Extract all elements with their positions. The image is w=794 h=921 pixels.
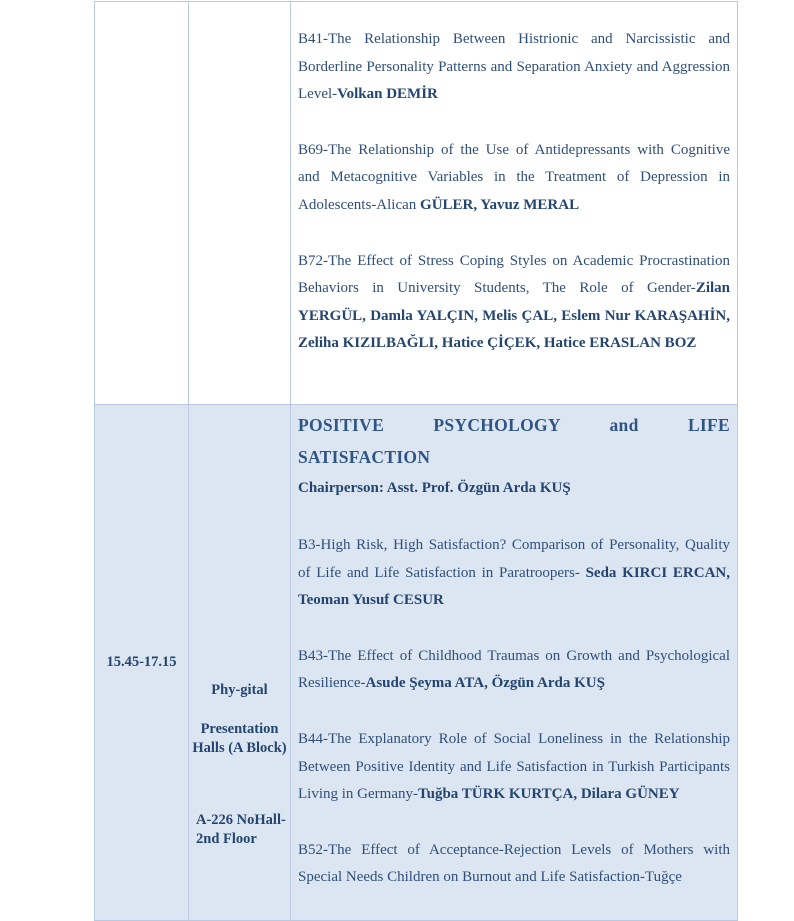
abstract-authors: Seda KIRCI ERCAN, Teoman Yusuf CESUR	[298, 564, 731, 609]
abstract-title: B3-High Risk, High Satisfaction? Comparison of Personality, Quality of Life and Life Satisfaction in Paratroopers-	[298, 537, 730, 581]
abstract-entry	[298, 726, 730, 809]
abstract-entry	[298, 643, 730, 698]
abstract-authors: Asude Şeyma ATA, Özgün Arda KUŞ	[365, 675, 605, 692]
table-row	[95, 2, 738, 405]
abstract-entry	[298, 137, 730, 220]
program-table	[94, 1, 738, 921]
abstract-entry	[298, 248, 730, 358]
session-title: POSITIVE PSYCHOLOGY and LIFE SATISFACTION	[298, 415, 730, 467]
abstract-authors: GÜLER, Yavuz MERAL	[420, 196, 580, 213]
abstract-title: B43-The Effect of Childhood Traumas on Growth and Psychological Resilience-	[298, 647, 730, 692]
abstracts-cell	[291, 405, 738, 921]
table-row	[95, 405, 738, 921]
abstract-entry	[298, 26, 730, 109]
abstract-entry	[298, 532, 730, 615]
abstract-authors: Zilan YERGÜL, Damla YALÇIN, Melis ÇAL, Eslem Nur KARAŞAHİN, Zeliha KIZILBAĞLI, Hatice ÇİÇEK, Hatice ERASLAN BOZ	[298, 280, 730, 352]
location-mode: Phy-gital	[211, 682, 268, 698]
session-location	[189, 405, 291, 921]
abstract-title: B41-The Relationship Between Histrionic and Narcissistic and Borderline Personality Patterns and Separation Anxiety and Aggression Level-	[298, 31, 730, 103]
abstract-authors: Tuğba TÜRK KURTÇA, Dilara GÜNEY	[417, 786, 680, 803]
abstract-title: B69-The Relationship of the Use of Antidepressants with Cognitive and Metacognitive Variables in the Treatment of Depression in Adolescents-Alican	[298, 141, 730, 213]
abstracts-cell	[291, 2, 738, 405]
location-cell	[189, 2, 291, 405]
abstract-title: B52-The Effect of Acceptance-Rejection Levels of Mothers with Special Needs Children on Burnout and Life Satisfaction-Tuğçe	[298, 841, 730, 886]
abstract-authors: Volkan DEMİR	[337, 86, 438, 103]
abstract-entry	[298, 837, 730, 892]
location-room: A-226 NoHall-2nd Floor	[196, 812, 286, 847]
session-chair: Chairperson: Asst. Prof. Özgün Arda KUŞ	[298, 480, 571, 496]
time-cell	[95, 2, 189, 405]
abstract-title: B72-The Effect of Stress Coping Styles on Academic Procrastination Behaviors in University Students, The Role of Gender-	[298, 252, 730, 297]
abstract-title: B44-The Explanatory Role of Social Loneliness in the Relationship Between Positive Identity and Life Satisfaction in Turkish Participants Living in Germany-	[298, 730, 730, 803]
session-time: 15.45-17.15	[95, 405, 189, 921]
location-halls: Presentation Halls (A Block)	[192, 721, 287, 756]
